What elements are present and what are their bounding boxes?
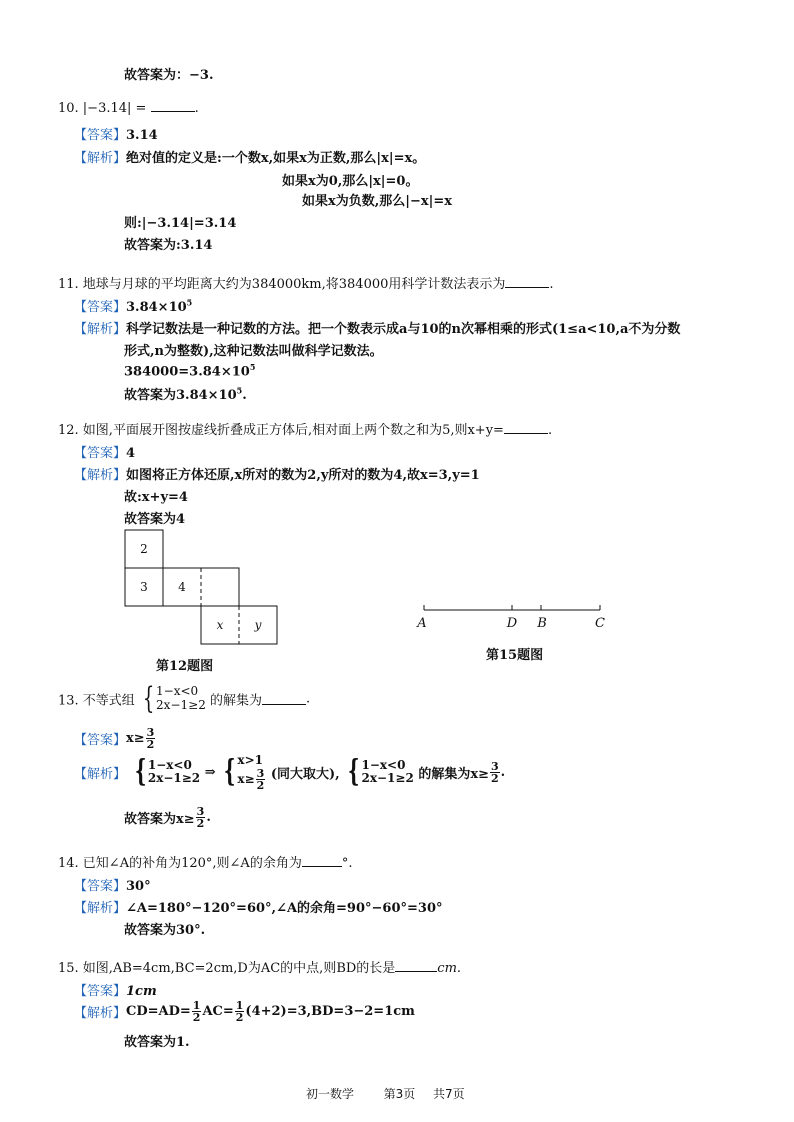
q10-analysis-line5: 故答案为:3.14 bbox=[124, 238, 213, 253]
q14-question: 14. 已知∠A的补角为120°,则∠A的余角为 °. bbox=[58, 856, 353, 871]
page-footer bbox=[306, 1085, 465, 1102]
footer-page: 第3页 bbox=[383, 1087, 416, 1101]
q11-analysis-line1: 【解析】科学记数法是一种记数的方法。把一个数表示成a与10的n次幂相乘的形式(1≤a<10,a不为分数 bbox=[74, 322, 681, 337]
point-label-a: A bbox=[417, 616, 427, 631]
q13-question: 13. 不等式组 { 1−x<0 2x−1≥2 的解集为 . bbox=[58, 681, 311, 716]
q10-analysis-line2: 如果x为0,那么|x|=0。 bbox=[282, 174, 419, 189]
net-cell-label: 2 bbox=[140, 542, 148, 556]
q11-answer: 【答案】$3.84\times 10^5$ bbox=[74, 297, 193, 315]
figure15-caption: 第15题图 bbox=[486, 648, 544, 663]
figure12-caption: 第12题图 bbox=[156, 659, 214, 674]
q11-question: 11. 地球与月球的平均距离大约为384000km,将384000用科学计数法表示为 . bbox=[58, 277, 554, 292]
net-cell-label: y bbox=[254, 618, 262, 632]
q15-analysis-line1: 【解析】CD=AD= $\frac{1}{2}$ AC= $\frac{1}{2}$ (4+2)=3,BD=3−2=1cm bbox=[74, 999, 415, 1024]
q10-analysis-line4: 则:|−3.14|=3.14 bbox=[124, 216, 237, 231]
q13-final: 故答案为x≥ $\frac{3}{2}$ . bbox=[124, 805, 211, 830]
q15-analysis-line2: 故答案为1. bbox=[124, 1035, 190, 1050]
segment-figure bbox=[410, 598, 610, 634]
point-label-d: D bbox=[506, 616, 518, 631]
q11-analysis-line4: 故答案为$3.84\times 10^5$. bbox=[124, 385, 247, 403]
q12-analysis-line3: 故答案为4 bbox=[124, 512, 186, 527]
net-cell-label: 3 bbox=[140, 580, 148, 594]
q13-analysis: 【解析】 { 1−x<0 2x−1≥2 ⇒ { x>1 x≥ $\frac{3}{2}$ (同大取大), { 1−x<0 2x−1≥2 的解集为x≥ $\frac{3}{2}$ . bbox=[74, 753, 506, 792]
q10-analysis-line3: 如果x为负数,那么|−x|=x bbox=[302, 194, 453, 209]
q10-analysis-line1: 【解析】绝对值的定义是:一个数x,如果x为正数,那么|x|=x。 bbox=[74, 151, 426, 166]
q12-analysis-line2: 故:x+y=4 bbox=[124, 490, 188, 505]
q11-analysis-line3: $384000=3.84\times 10^5$ bbox=[124, 362, 256, 380]
point-label-c: C bbox=[595, 616, 605, 631]
point-label-b: B bbox=[537, 616, 547, 631]
footer-total: 共7页 bbox=[432, 1087, 465, 1101]
q14-analysis-line2: 故答案为30°. bbox=[124, 923, 206, 938]
net-row-bottom bbox=[201, 606, 277, 644]
q12-analysis-line1: 【解析】如图将正方体还原,x所对的数为2,y所对的数为4,故x=3,y=1 bbox=[74, 468, 480, 483]
q15-answer: 【答案】1cm bbox=[74, 984, 157, 999]
q10-answer: 【答案】3.14 bbox=[74, 128, 158, 143]
footer-subject: 初一数学 bbox=[306, 1087, 355, 1101]
q13-answer: 【答案】x≥ $\frac{3}{2}$ bbox=[74, 726, 155, 751]
q10-question: 10. |−3.14| = . bbox=[58, 101, 199, 116]
prev-answer-line: 故答案为：−3. bbox=[124, 68, 214, 83]
net-cell-label: 4 bbox=[178, 580, 186, 594]
cube-net-figure bbox=[118, 526, 288, 650]
q11-analysis-line2: 形式,n为整数),这种记数法叫做科学记数法。 bbox=[124, 344, 383, 359]
q12-answer: 【答案】4 bbox=[74, 446, 136, 461]
net-cell-label: x bbox=[216, 618, 224, 632]
q15-question: 15. 如图,AB=4cm,BC=2cm,D为AC的中点,则BD的长是 cm. bbox=[58, 961, 462, 976]
q12-question: 12. 如图,平面展开图按虚线折叠成正方体后,相对面上两个数之和为5,则x+y= . bbox=[58, 423, 553, 438]
q14-answer: 【答案】30° bbox=[74, 879, 151, 894]
q14-analysis-line1: 【解析】∠A=180°−120°=60°,∠A的余角=90°−60°=30° bbox=[74, 901, 443, 916]
